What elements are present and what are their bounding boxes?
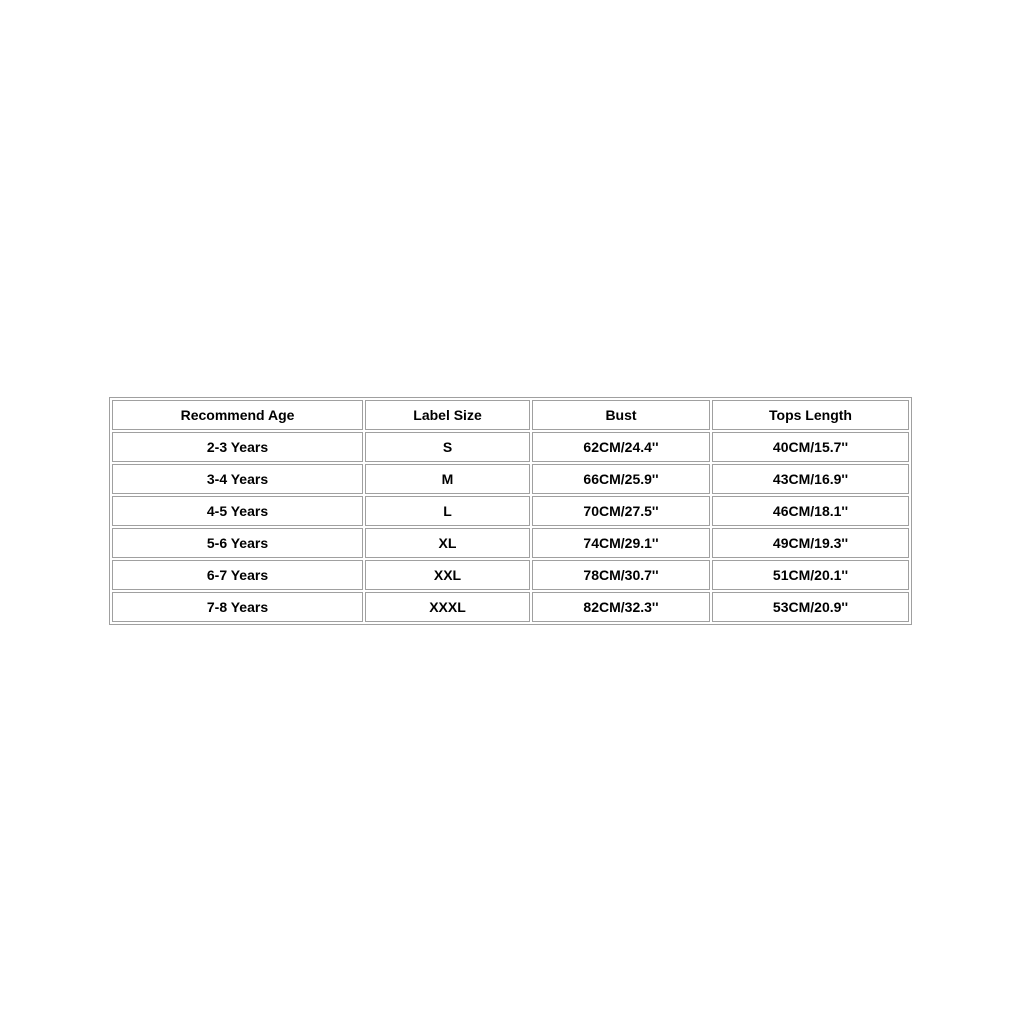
cell-label-size: S <box>365 432 530 462</box>
size-chart-header <box>112 400 909 430</box>
cell-bust: 78CM/30.7'' <box>532 560 710 590</box>
header-bust: Bust <box>532 400 710 430</box>
cell-tops-length: 49CM/19.3'' <box>712 528 909 558</box>
cell-age: 3-4 Years <box>112 464 363 494</box>
cell-tops-length: 53CM/20.9'' <box>712 592 909 622</box>
header-tops-length: Tops Length <box>712 400 909 430</box>
table-row <box>112 496 909 526</box>
cell-label-size: M <box>365 464 530 494</box>
cell-bust: 66CM/25.9'' <box>532 464 710 494</box>
header-label-size: Label Size <box>365 400 530 430</box>
table-row <box>112 592 909 622</box>
cell-age: 2-3 Years <box>112 432 363 462</box>
size-chart-body <box>112 432 909 622</box>
header-row <box>112 400 909 430</box>
cell-age: 7-8 Years <box>112 592 363 622</box>
table-row <box>112 432 909 462</box>
cell-tops-length: 51CM/20.1'' <box>712 560 909 590</box>
cell-label-size: XL <box>365 528 530 558</box>
cell-label-size: L <box>365 496 530 526</box>
table-row <box>112 560 909 590</box>
cell-bust: 62CM/24.4'' <box>532 432 710 462</box>
table-row <box>112 464 909 494</box>
cell-tops-length: 40CM/15.7'' <box>712 432 909 462</box>
cell-label-size: XXXL <box>365 592 530 622</box>
cell-tops-length: 43CM/16.9'' <box>712 464 909 494</box>
cell-tops-length: 46CM/18.1'' <box>712 496 909 526</box>
cell-bust: 70CM/27.5'' <box>532 496 710 526</box>
cell-age: 5-6 Years <box>112 528 363 558</box>
cell-bust: 74CM/29.1'' <box>532 528 710 558</box>
header-recommend-age: Recommend Age <box>112 400 363 430</box>
size-chart-table <box>109 397 912 625</box>
cell-age: 4-5 Years <box>112 496 363 526</box>
table-row <box>112 528 909 558</box>
cell-bust: 82CM/32.3'' <box>532 592 710 622</box>
cell-age: 6-7 Years <box>112 560 363 590</box>
cell-label-size: XXL <box>365 560 530 590</box>
